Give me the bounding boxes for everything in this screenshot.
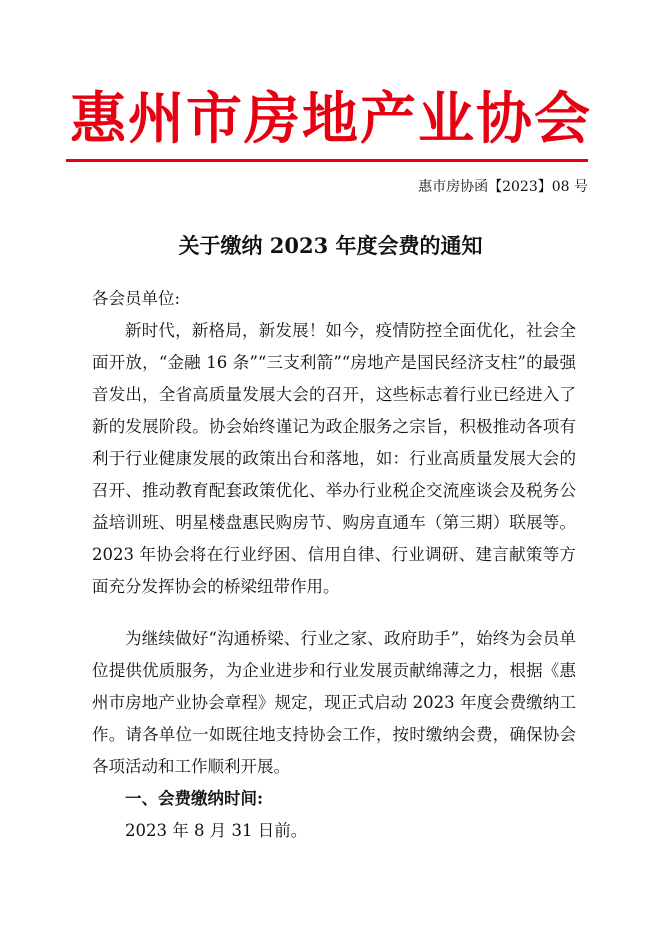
notice-title: 关于缴纳 2023 年度会费的通知 bbox=[178, 233, 483, 258]
section-content-fee-time: 2023 年 8 月 31 日前。 bbox=[125, 821, 308, 840]
salutation: 各会员单位: bbox=[92, 289, 181, 308]
letterhead-title: 惠州市房地产业协会 bbox=[70, 86, 592, 152]
body-paragraph-1: 新时代，新格局，新发展！如今，疫情防控全面优化，社会全面开放，“金融 16 条”“三支利箭”“房地产是国民经济支柱”的最强音发出，全省高质量发展大会的召开，这些标志着行业已经进入了新的发展阶段。协会始终谨记为政企服务之宗旨，积极推动各项有利于行业健康发展的政策出台和落地，如：行业高质量发展大会的召开、推动教育配套政策优化、举办行业税企交流座谈会及税务公益培训班、明星楼盘惠民购房节、购房直通车（第三期）联展等。2023 年协会将在行业纾困、信用自律、行业调研、建言献策等方面充分发挥协会的桥梁纽带作用。 bbox=[92, 321, 576, 596]
body-paragraph-2: 为继续做好“沟通桥梁、行业之家、政府助手”，始终为会员单位提供优质服务，为企业进步和行业发展贡献绵薄之力，根据《惠州市房地产业协会章程》规定，现正式启动 2023 年度会费缴纳工作。请各单位一如既往地支持协会工作，按时缴纳会费，确保协会各项活动和工作顺利开展。 bbox=[92, 629, 576, 776]
letterhead-red-rule bbox=[66, 159, 588, 162]
document-number: 惠市房协函【2023】08 号 bbox=[418, 179, 588, 195]
section-heading-fee-time: 一、会费缴纳时间: bbox=[125, 789, 264, 808]
